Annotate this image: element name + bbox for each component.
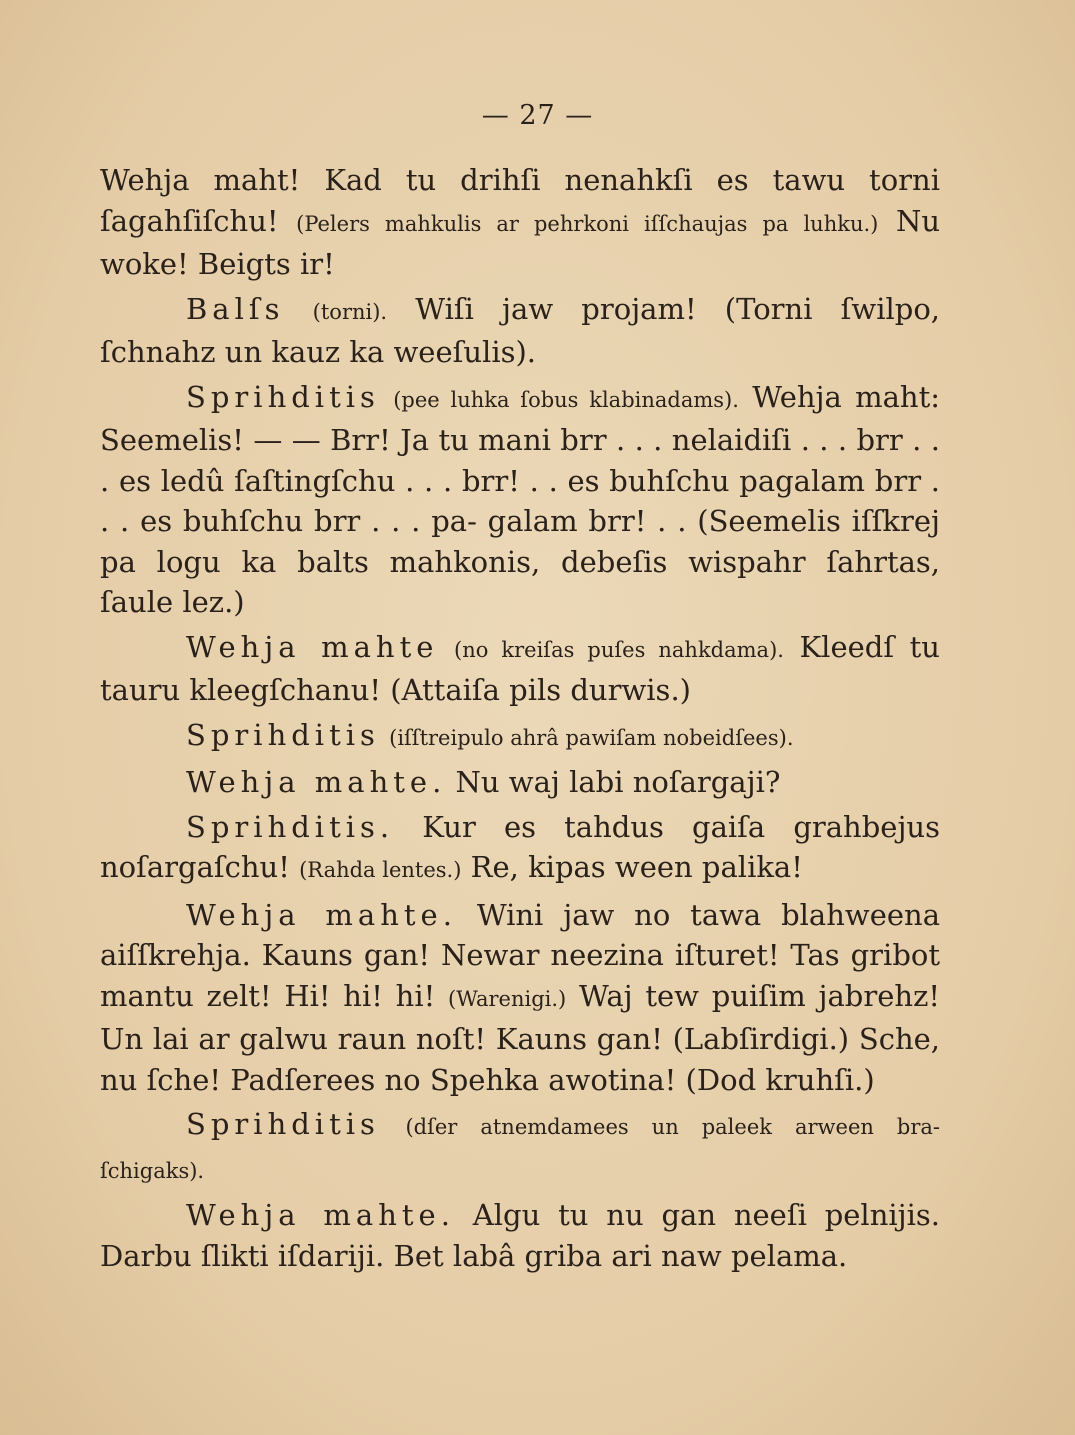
speaker-name: Wehja mahte bbox=[186, 629, 439, 664]
stage-direction: (Rahda lentes.) bbox=[299, 858, 462, 882]
paragraph-1 bbox=[100, 160, 940, 285]
stage-direction: (dſer atnemdamees un paleek arween bra- ſchigaks). bbox=[100, 1115, 940, 1183]
speaker-name: Wehja mahte. bbox=[186, 1198, 455, 1232]
speech-text: Wini jaw no tawa blahweena aiſſkrehja. Kauns gan! Newar neezina iſturet! Tas gribot mantu zelt! Hi! hi! hi! bbox=[100, 897, 941, 1013]
speaker-name: Sprihditis bbox=[186, 717, 380, 752]
stage-direction: (pee luhka ſobus klabinadams). bbox=[393, 387, 739, 412]
speaker-name: Balſs bbox=[186, 291, 285, 326]
speech-text: Wehja maht! Kad tu drihſi nenahkſi es tawu torni ſagahſiſchu! bbox=[100, 163, 940, 238]
paragraph-9 bbox=[100, 1104, 940, 1191]
speech-text: Algu tu nu gan neeſi pelnijis. Darbu ſlikti iſdariji. Bet labâ griba ari naw pelama. bbox=[100, 1198, 941, 1273]
speech-text-after: Nu woke! Beigts ir! bbox=[100, 203, 940, 281]
paragraph-5 bbox=[100, 715, 940, 759]
speech-text-after: Wehja maht: Seemelis! — — Brr! Ja tu mani brr . . . nelaidiſi . . . brr . . . es ledû ſaſtingſchu . . . brr! . . es buhſchu pagalam brr . . . es buhſchu brr . . . pa- galam brr! . . (Seemelis iſſkrej pa logu ka balts mahkonis, debeſis wispahr ſahrtas, ſaule lez.) bbox=[100, 379, 941, 619]
stage-direction: (Warenigi.) bbox=[448, 986, 567, 1011]
paragraph-6 bbox=[100, 762, 940, 803]
speaker-name: Sprihditis. bbox=[186, 809, 395, 844]
paragraph-10 bbox=[100, 1195, 940, 1276]
speaker-name: Sprihditis bbox=[186, 1107, 380, 1141]
speech-text-after: Kleedſ tu tauru kleegſchanu! (Attaiſa pils durwis.) bbox=[100, 629, 940, 707]
stage-direction: (iſſtreipulo ahrâ pawiſam nobeidſees). bbox=[389, 725, 794, 750]
stage-direction: (torni). bbox=[312, 299, 388, 324]
speech-text-after: Waj tew puiſim jabrehz! Un lai ar galwu raun noſt! Kauns gan! (Labſirdigi.) Sche, nu ſche! Padſerees no Spehka awotina! (Dod kruhſi.) bbox=[100, 978, 941, 1097]
paragraph-4 bbox=[100, 627, 940, 711]
paragraph-2 bbox=[100, 289, 940, 373]
speaker-name: Wehja mahte. bbox=[186, 897, 457, 932]
paragraph-3 bbox=[100, 377, 940, 623]
paragraph-8 bbox=[100, 895, 940, 1101]
play-text bbox=[100, 160, 940, 1280]
page-number: — 27 — bbox=[481, 100, 594, 131]
speech-text-after: Wiſi jaw projam! (Torni ſwilpo, ſchnahz un kauz ka weeſulis). bbox=[100, 291, 940, 369]
speaker-name: Wehja mahte. bbox=[186, 765, 447, 799]
stage-direction: (no kreiſas puſes nahkdama). bbox=[454, 637, 784, 662]
speaker-name: Sprihditis bbox=[186, 379, 380, 414]
speech-text: Kur es tahdus gaiſa grahbejus noſargaſchu! bbox=[100, 809, 940, 884]
stage-direction: (Pelers mahkulis ar pehrkoni iſſchaujas pa luhku.) bbox=[296, 211, 879, 236]
speech-text-after: Re, kipas ween palika! bbox=[470, 850, 803, 884]
speech-text: Nu waj labi noſargaji? bbox=[455, 765, 781, 799]
paragraph-7 bbox=[100, 807, 940, 891]
